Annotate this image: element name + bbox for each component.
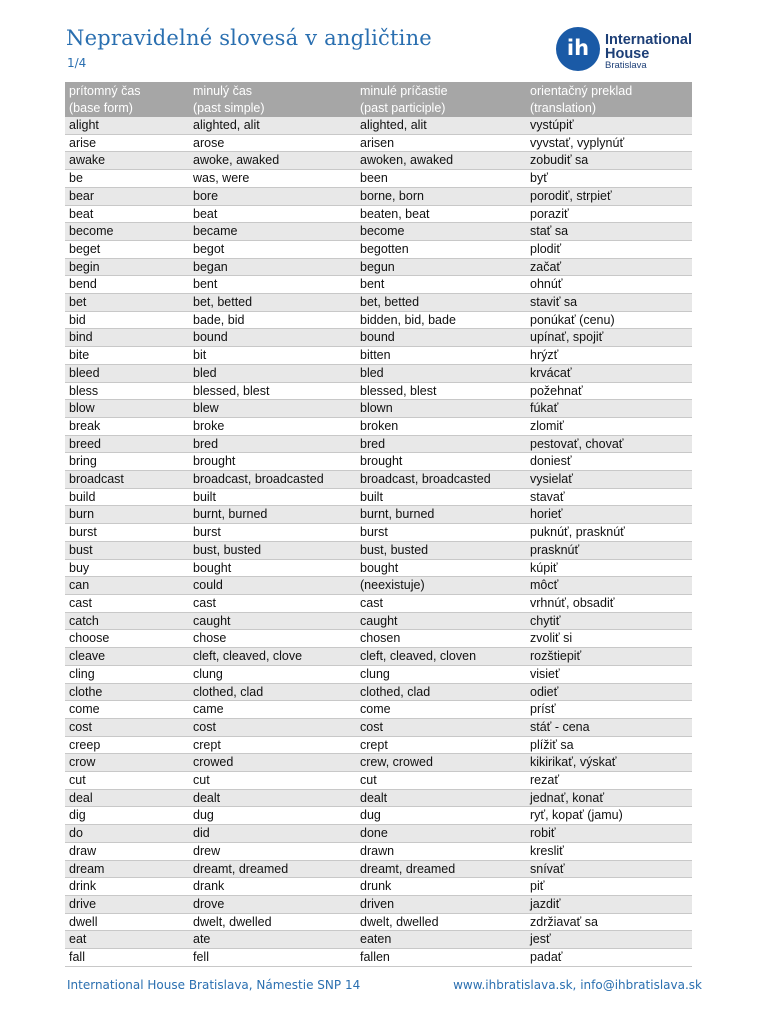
column-header-line: minulý čas — [193, 84, 253, 98]
cell-past-simple: built — [189, 488, 356, 506]
cell-past-participle: bound — [356, 329, 526, 347]
cell-past-simple: crowed — [189, 754, 356, 772]
cell-base-form: beat — [65, 205, 189, 223]
cell-base-form: alight — [65, 117, 189, 134]
cell-past-simple: drove — [189, 895, 356, 913]
table-row — [65, 258, 692, 276]
cell-translation: začať — [526, 258, 692, 276]
cell-translation: staviť sa — [526, 294, 692, 312]
cell-translation: rozštiepiť — [526, 648, 692, 666]
cell-translation: puknúť, prasknúť — [526, 524, 692, 542]
cell-past-simple: awoke, awaked — [189, 152, 356, 170]
cell-translation: zdržiavať sa — [526, 913, 692, 931]
table-header-row — [65, 82, 692, 117]
cell-base-form: blow — [65, 400, 189, 418]
table-row — [65, 276, 692, 294]
cell-past-participle: crew, crowed — [356, 754, 526, 772]
cell-past-simple: brought — [189, 453, 356, 471]
table-row — [65, 453, 692, 471]
cell-translation: pestovať, chovať — [526, 435, 692, 453]
cell-past-participle: burst — [356, 524, 526, 542]
cell-base-form: burn — [65, 506, 189, 524]
cell-past-simple: clothed, clad — [189, 683, 356, 701]
table-row — [65, 895, 692, 913]
cell-base-form: arise — [65, 134, 189, 152]
cell-past-simple: cleft, cleaved, clove — [189, 648, 356, 666]
cell-past-participle: bought — [356, 559, 526, 577]
cell-translation: visieť — [526, 665, 692, 683]
page-number: 1/4 — [67, 56, 87, 70]
cell-past-simple: bust, busted — [189, 541, 356, 559]
cell-translation: vystúpiť — [526, 117, 692, 134]
cell-past-simple: arose — [189, 134, 356, 152]
table-row — [65, 630, 692, 648]
cell-past-participle: crept — [356, 736, 526, 754]
table-row — [65, 117, 692, 134]
cell-past-participle: brought — [356, 453, 526, 471]
cell-past-participle: broadcast, broadcasted — [356, 471, 526, 489]
cell-base-form: bear — [65, 187, 189, 205]
table-row — [65, 223, 692, 241]
cell-translation: padať — [526, 949, 692, 967]
cell-translation: plížiť sa — [526, 736, 692, 754]
cell-past-simple: bound — [189, 329, 356, 347]
table-row — [65, 205, 692, 223]
table-row — [65, 577, 692, 595]
cell-base-form: bite — [65, 347, 189, 365]
cell-translation: stať sa — [526, 223, 692, 241]
cell-past-simple: began — [189, 258, 356, 276]
cell-past-simple: cut — [189, 772, 356, 790]
irregular-verbs-table — [65, 82, 692, 967]
cell-base-form: bleed — [65, 364, 189, 382]
table-row — [65, 187, 692, 205]
cell-past-simple: crept — [189, 736, 356, 754]
cell-translation: doniesť — [526, 453, 692, 471]
cell-past-participle: come — [356, 701, 526, 719]
cell-translation: horieť — [526, 506, 692, 524]
cell-past-participle: chosen — [356, 630, 526, 648]
table-row — [65, 435, 692, 453]
cell-past-simple: did — [189, 825, 356, 843]
cell-past-participle: drunk — [356, 878, 526, 896]
cell-past-participle: arisen — [356, 134, 526, 152]
cell-past-participle: cut — [356, 772, 526, 790]
column-header-past-participle — [356, 82, 526, 117]
cell-translation: vrhnúť, obsadiť — [526, 594, 692, 612]
logo-text-line3: Bratislava — [605, 60, 647, 71]
table-row — [65, 506, 692, 524]
cell-past-simple: burnt, burned — [189, 506, 356, 524]
cell-translation: kikirikať, výskať — [526, 754, 692, 772]
cell-past-participle: driven — [356, 895, 526, 913]
column-header-line: orientačný preklad — [530, 84, 633, 98]
cell-translation: vyvstať, vyplynúť — [526, 134, 692, 152]
table-row — [65, 949, 692, 967]
cell-translation: porodiť, strpieť — [526, 187, 692, 205]
cell-base-form: burst — [65, 524, 189, 542]
cell-past-participle: clung — [356, 665, 526, 683]
cell-base-form: bid — [65, 311, 189, 329]
cell-translation: stáť - cena — [526, 718, 692, 736]
cell-past-simple: bred — [189, 435, 356, 453]
ih-logo-mark: ih — [556, 27, 600, 71]
cell-past-simple: bought — [189, 559, 356, 577]
cell-past-simple: bent — [189, 276, 356, 294]
cell-past-participle: drawn — [356, 842, 526, 860]
table-row — [65, 400, 692, 418]
cell-past-simple: came — [189, 701, 356, 719]
cell-past-participle: bitten — [356, 347, 526, 365]
logo-text-line2: House — [605, 46, 650, 62]
column-header-line: prítomný čas — [69, 84, 141, 98]
table-row — [65, 701, 692, 719]
cell-past-simple: ate — [189, 931, 356, 949]
cell-past-simple: blessed, blest — [189, 382, 356, 400]
cell-past-participle: dreamt, dreamed — [356, 860, 526, 878]
cell-base-form: bet — [65, 294, 189, 312]
cell-past-participle: blown — [356, 400, 526, 418]
cell-translation: ponúkať (cenu) — [526, 311, 692, 329]
cell-base-form: cling — [65, 665, 189, 683]
cell-translation: snívať — [526, 860, 692, 878]
cell-translation: rezať — [526, 772, 692, 790]
cell-translation: piť — [526, 878, 692, 896]
cell-base-form: dwell — [65, 913, 189, 931]
cell-base-form: begin — [65, 258, 189, 276]
cell-translation: jednať, konať — [526, 789, 692, 807]
cell-base-form: come — [65, 701, 189, 719]
cell-translation: poraziť — [526, 205, 692, 223]
table-row — [65, 683, 692, 701]
cell-past-simple: beat — [189, 205, 356, 223]
cell-base-form: fall — [65, 949, 189, 967]
table-row — [65, 170, 692, 188]
table-row — [65, 294, 692, 312]
cell-past-participle: bled — [356, 364, 526, 382]
column-header-past-simple — [189, 82, 356, 117]
cell-translation: jesť — [526, 931, 692, 949]
cell-past-participle: clothed, clad — [356, 683, 526, 701]
cell-past-simple: broke — [189, 417, 356, 435]
cell-base-form: do — [65, 825, 189, 843]
cell-past-simple: cast — [189, 594, 356, 612]
cell-base-form: become — [65, 223, 189, 241]
logo-text-line1: International — [605, 32, 693, 48]
cell-translation: prísť — [526, 701, 692, 719]
cell-past-participle: dug — [356, 807, 526, 825]
cell-translation: prasknúť — [526, 541, 692, 559]
cell-past-participle: awoken, awaked — [356, 152, 526, 170]
cell-past-participle: become — [356, 223, 526, 241]
cell-past-participle: cost — [356, 718, 526, 736]
cell-translation: stavať — [526, 488, 692, 506]
table-row — [65, 329, 692, 347]
cell-translation: byť — [526, 170, 692, 188]
cell-base-form: awake — [65, 152, 189, 170]
cell-base-form: cast — [65, 594, 189, 612]
table-row — [65, 347, 692, 365]
table-row — [65, 718, 692, 736]
cell-translation: upínať, spojiť — [526, 329, 692, 347]
cell-base-form: cut — [65, 772, 189, 790]
cell-past-participle: bent — [356, 276, 526, 294]
table-row — [65, 471, 692, 489]
cell-past-participle: done — [356, 825, 526, 843]
table-row — [65, 541, 692, 559]
cell-past-simple: cost — [189, 718, 356, 736]
cell-translation: chytiť — [526, 612, 692, 630]
column-header-line: (base form) — [69, 101, 133, 115]
cell-translation: fúkať — [526, 400, 692, 418]
table-row — [65, 488, 692, 506]
cell-base-form: breed — [65, 435, 189, 453]
cell-past-participle: caught — [356, 612, 526, 630]
table-row — [65, 789, 692, 807]
table-row — [65, 736, 692, 754]
table-row — [65, 152, 692, 170]
cell-past-participle: been — [356, 170, 526, 188]
cell-base-form: catch — [65, 612, 189, 630]
table-row — [65, 134, 692, 152]
table-row — [65, 417, 692, 435]
cell-base-form: be — [65, 170, 189, 188]
cell-base-form: bless — [65, 382, 189, 400]
cell-past-participle: eaten — [356, 931, 526, 949]
cell-base-form: dream — [65, 860, 189, 878]
table-row — [65, 878, 692, 896]
cell-past-simple: drank — [189, 878, 356, 896]
cell-base-form: break — [65, 417, 189, 435]
cell-translation: požehnať — [526, 382, 692, 400]
cell-base-form: broadcast — [65, 471, 189, 489]
cell-translation: zlomiť — [526, 417, 692, 435]
cell-past-participle: bet, betted — [356, 294, 526, 312]
cell-past-simple: bled — [189, 364, 356, 382]
cell-base-form: cost — [65, 718, 189, 736]
table-row — [65, 648, 692, 666]
cell-base-form: bring — [65, 453, 189, 471]
table-row — [65, 524, 692, 542]
cell-translation: môcť — [526, 577, 692, 595]
cell-past-simple: bore — [189, 187, 356, 205]
cell-past-simple: begot — [189, 240, 356, 258]
cell-base-form: clothe — [65, 683, 189, 701]
table-row — [65, 931, 692, 949]
cell-base-form: creep — [65, 736, 189, 754]
cell-past-simple: dwelt, dwelled — [189, 913, 356, 931]
table-row — [65, 825, 692, 843]
cell-base-form: drink — [65, 878, 189, 896]
table-row — [65, 594, 692, 612]
cell-past-simple: blew — [189, 400, 356, 418]
cell-translation: zobudiť sa — [526, 152, 692, 170]
cell-past-participle: burnt, burned — [356, 506, 526, 524]
cell-past-participle: dealt — [356, 789, 526, 807]
cell-past-participle: (neexistuje) — [356, 577, 526, 595]
cell-translation: krvácať — [526, 364, 692, 382]
cell-past-simple: alighted, alit — [189, 117, 356, 134]
cell-past-participle: fallen — [356, 949, 526, 967]
cell-past-simple: clung — [189, 665, 356, 683]
cell-translation: jazdiť — [526, 895, 692, 913]
cell-translation: ryť, kopať (jamu) — [526, 807, 692, 825]
cell-past-participle: broken — [356, 417, 526, 435]
table-row — [65, 612, 692, 630]
table-row — [65, 772, 692, 790]
cell-past-participle: cleft, cleaved, cloven — [356, 648, 526, 666]
cell-base-form: bust — [65, 541, 189, 559]
cell-translation: kresliť — [526, 842, 692, 860]
cell-base-form: bind — [65, 329, 189, 347]
table-row — [65, 665, 692, 683]
cell-past-simple: dreamt, dreamed — [189, 860, 356, 878]
cell-past-participle: alighted, alit — [356, 117, 526, 134]
cell-base-form: dig — [65, 807, 189, 825]
cell-base-form: bend — [65, 276, 189, 294]
table-row — [65, 807, 692, 825]
cell-base-form: beget — [65, 240, 189, 258]
cell-past-simple: was, were — [189, 170, 356, 188]
table-row — [65, 240, 692, 258]
cell-past-simple: caught — [189, 612, 356, 630]
cell-translation: zvoliť si — [526, 630, 692, 648]
cell-translation: ohnúť — [526, 276, 692, 294]
cell-base-form: crow — [65, 754, 189, 772]
cell-translation: hrýzť — [526, 347, 692, 365]
cell-past-simple: burst — [189, 524, 356, 542]
cell-past-participle: borne, born — [356, 187, 526, 205]
column-header-line: (past simple) — [193, 101, 265, 115]
table-row — [65, 860, 692, 878]
column-header-line: (past participle) — [360, 101, 446, 115]
cell-past-participle: begun — [356, 258, 526, 276]
cell-past-simple: dealt — [189, 789, 356, 807]
cell-past-simple: dug — [189, 807, 356, 825]
column-header-translation — [526, 82, 692, 117]
cell-base-form: deal — [65, 789, 189, 807]
page-title: Nepravidelné slovesá v angličtine — [66, 26, 432, 50]
cell-past-participle: begotten — [356, 240, 526, 258]
cell-past-participle: cast — [356, 594, 526, 612]
cell-translation: kúpiť — [526, 559, 692, 577]
cell-translation: odieť — [526, 683, 692, 701]
cell-past-simple: drew — [189, 842, 356, 860]
cell-past-participle: bred — [356, 435, 526, 453]
ih-logo — [556, 27, 706, 71]
table-body — [65, 117, 692, 966]
cell-base-form: build — [65, 488, 189, 506]
cell-past-participle: bidden, bid, bade — [356, 311, 526, 329]
column-header-base-form — [65, 82, 189, 117]
footer-contact: www.ihbratislava.sk, info@ihbratislava.sk — [453, 978, 702, 992]
table-row — [65, 559, 692, 577]
table-row — [65, 842, 692, 860]
cell-base-form: drive — [65, 895, 189, 913]
cell-base-form: choose — [65, 630, 189, 648]
cell-past-simple: could — [189, 577, 356, 595]
cell-past-simple: became — [189, 223, 356, 241]
cell-past-simple: bit — [189, 347, 356, 365]
table-row — [65, 913, 692, 931]
table-row — [65, 382, 692, 400]
cell-past-participle: blessed, blest — [356, 382, 526, 400]
cell-past-participle: dwelt, dwelled — [356, 913, 526, 931]
column-header-line: (translation) — [530, 101, 596, 115]
table-row — [65, 311, 692, 329]
cell-base-form: buy — [65, 559, 189, 577]
cell-past-simple: fell — [189, 949, 356, 967]
footer-address: International House Bratislava, Námestie SNP 14 — [67, 978, 361, 992]
table-row — [65, 754, 692, 772]
cell-translation: robiť — [526, 825, 692, 843]
cell-base-form: eat — [65, 931, 189, 949]
cell-translation: plodiť — [526, 240, 692, 258]
cell-base-form: cleave — [65, 648, 189, 666]
cell-base-form: draw — [65, 842, 189, 860]
cell-past-participle: bust, busted — [356, 541, 526, 559]
cell-past-participle: built — [356, 488, 526, 506]
cell-past-simple: bade, bid — [189, 311, 356, 329]
cell-past-simple: broadcast, broadcasted — [189, 471, 356, 489]
column-header-line: minulé príčastie — [360, 84, 448, 98]
cell-past-participle: beaten, beat — [356, 205, 526, 223]
cell-past-simple: chose — [189, 630, 356, 648]
cell-base-form: can — [65, 577, 189, 595]
cell-translation: vysielať — [526, 471, 692, 489]
cell-past-simple: bet, betted — [189, 294, 356, 312]
table-row — [65, 364, 692, 382]
